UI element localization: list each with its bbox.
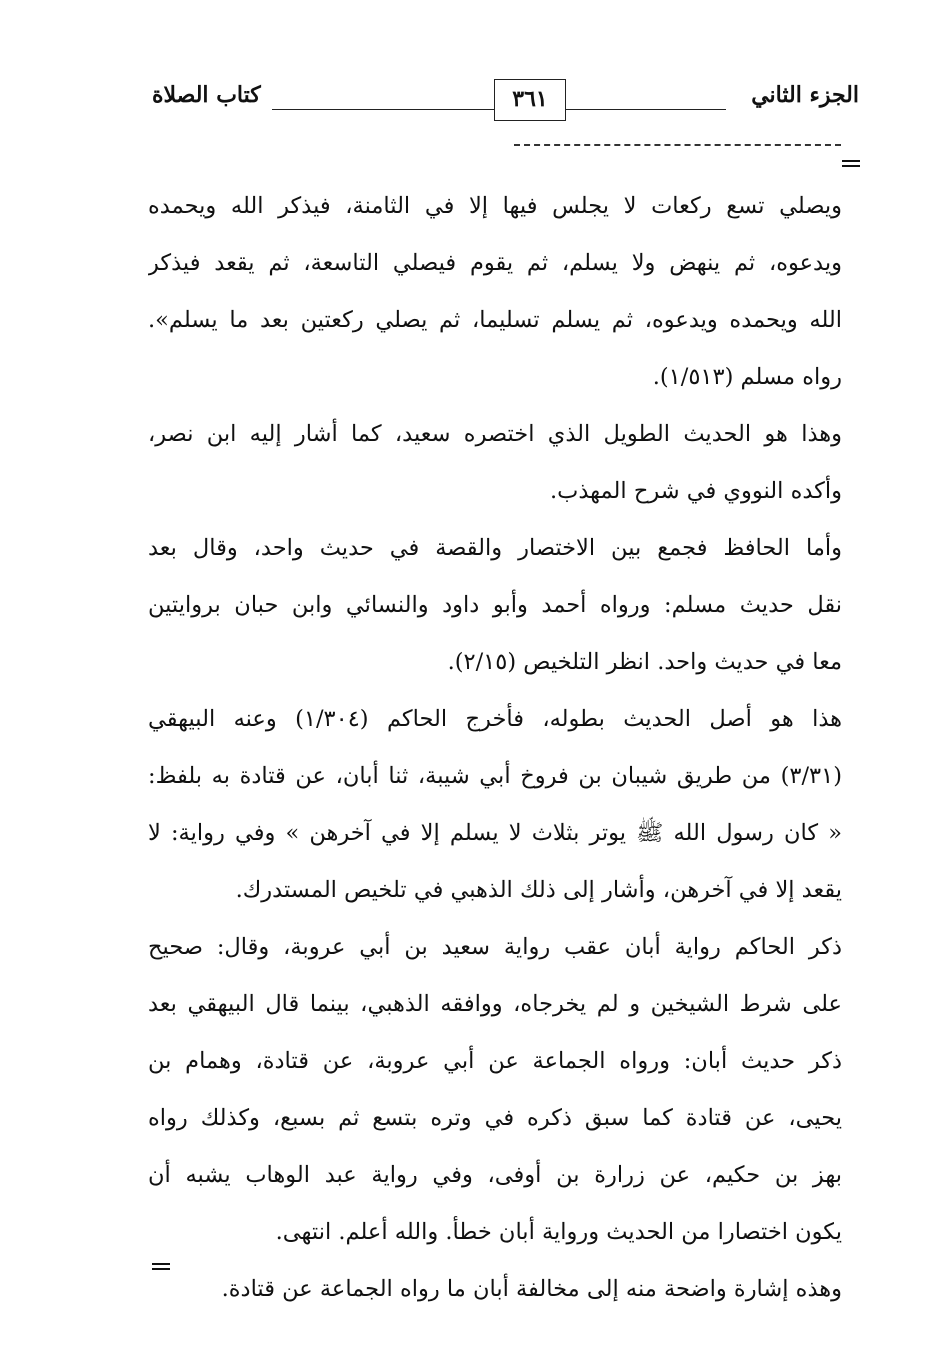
- header-rule-right: [566, 109, 726, 110]
- text-line: وهذه إشارة واضحة منه إلى مخالفة أبان ما رواه الجماعة عن قتادة.: [221, 1276, 842, 1302]
- header-dashed-divider: [514, 144, 841, 146]
- text-line: ذكر حديث أبان: ورواه الجماعة عن أبي عروبة، عن قتادة، وهمام بن: [148, 1048, 842, 1074]
- running-header-part: الجزء الثاني: [751, 82, 859, 108]
- text-line: ويصلي تسع ركعات لا يجلس فيها إلا في الثامنة، فيذكر الله ويحمده: [148, 193, 842, 219]
- text-line: الله ويحمده ويدعوه، ثم يسلم تسليما، ثم يصلي ركعتين بعد ما يسلم».: [148, 307, 842, 333]
- text-line: رواه مسلم (١/٥١٣).: [652, 364, 842, 390]
- text-line: يحيى، عن قتادة كما سبق ذكره في وتره بتسع ثم بسبع، وكذلك رواه: [148, 1105, 842, 1131]
- text-line: نقل حديث مسلم: ورواه أحمد وأبو داود والنسائي وابن حبان بروايتين: [148, 592, 842, 618]
- text-line: بهز بن حكيم، عن زرارة بن أوفى، وفي رواية عبد الوهاب يشبه أن: [148, 1162, 842, 1188]
- text-line: ذكر الحاكم رواية أبان عقب رواية سعيد بن أبي عروبة، وقال: صحيح: [148, 934, 842, 960]
- text-line: على شرط الشيخين و لم يخرجاه، ووافقه الذهبي، بينما قال البيهقي بعد: [148, 991, 842, 1017]
- text-line: يكون اختصارا من الحديث ورواية أبان خطأ. والله أعلم. انتهى.: [275, 1219, 842, 1245]
- section-mark-icon: [842, 160, 860, 167]
- text-line: هذا هو أصل الحديث بطوله، فأخرج الحاكم (١/٣٠٤) وعنه البيهقي: [148, 706, 842, 732]
- text-line: وهذا هو الحديث الطويل الذي اختصره سعيد، كما أشار إليه ابن نصر،: [148, 421, 842, 447]
- text-line: « كان رسول الله ﷺ يوتر بثلاث لا يسلم إلا في آخرهن » وفي رواية: لا: [148, 820, 842, 846]
- text-line: ويدعوه، ثم ينهض ولا يسلم، ثم يقوم فيصلي التاسعة، ثم يقعد فيذكر: [148, 250, 842, 276]
- text-line: وأما الحافظ فجمع بين الاختصار والقصة في حديث واحد، وقال بعد: [148, 535, 842, 561]
- text-line: وأكده النووي في شرح المهذب.: [550, 478, 842, 504]
- main-text: [148, 178, 842, 1318]
- page-number-box: ٣٦١: [494, 79, 566, 121]
- text-line: (٣/٣١) من طريق شيبان بن فروخ أبي شيبة، ثنا أبان، عن قتادة به بلفظ:: [148, 763, 842, 789]
- text-line: معا في حديث واحد. انظر التلخيص (٢/١٥).: [447, 649, 842, 675]
- section-end-mark-icon: [152, 1263, 170, 1270]
- header-rule-left: [272, 109, 494, 110]
- text-line: يقعد إلا في آخرهن، وأشار إلى ذلك الذهبي في تلخيص المستدرك.: [235, 877, 842, 903]
- running-header-book: كتاب الصلاة: [152, 82, 261, 108]
